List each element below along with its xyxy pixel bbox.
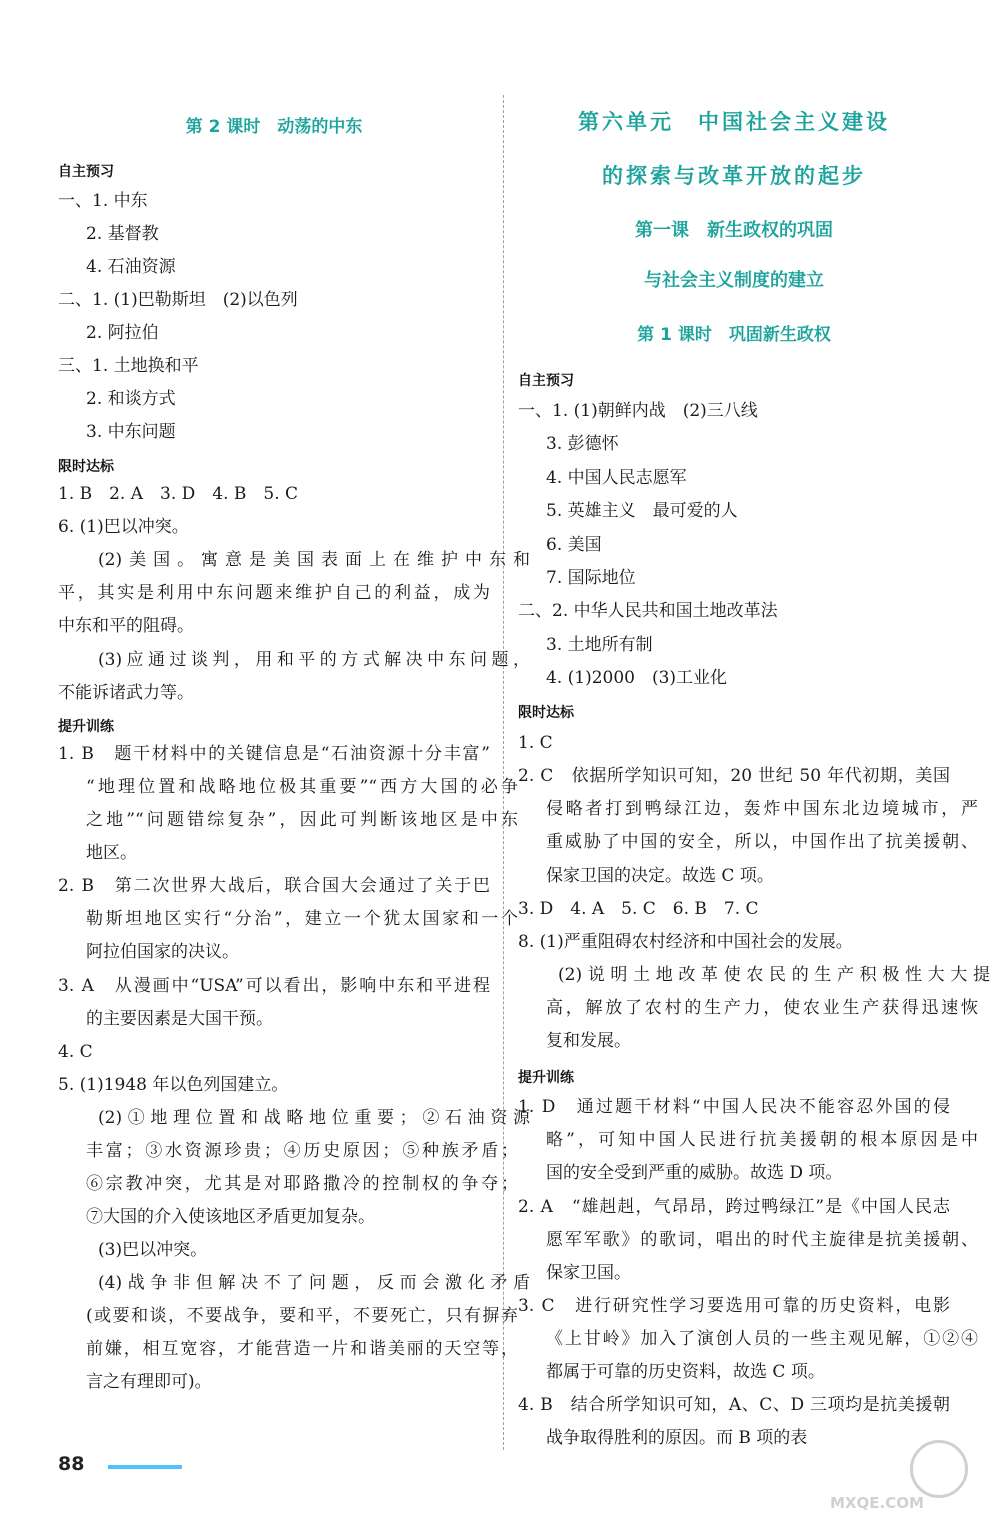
- page-number: 88: [58, 1453, 85, 1475]
- answer-line: 3. 彭德怀: [546, 434, 619, 454]
- answer-line: 3. 中东问题: [86, 422, 176, 442]
- answer-line: 侵略者打到鸭绿江边，轰炸中国东北边境城市，严: [546, 799, 978, 819]
- answer-line: 2. A “雄赳赳，气昂昂，跨过鸭绿江”是《中国人民志: [518, 1197, 950, 1217]
- section-heading-training: 提升训练: [518, 1070, 574, 1086]
- answer-line: 1. D 通过题干材料“中国人民决不能容忍外国的侵: [518, 1097, 950, 1117]
- answer-line: ⑦大国的介入使该地区矛盾更加复杂。: [86, 1207, 375, 1227]
- answer-line: 的主要因素是大国干预。: [86, 1009, 273, 1029]
- answer-line: 2. B 第二次世界大战后，联合国大会通过了关于巴: [58, 876, 490, 896]
- answer-line: 6. (1)巴以冲突。: [58, 517, 189, 537]
- answer-line: 高，解放了农村的生产力，使农业生产获得迅速恢: [546, 998, 978, 1018]
- answer-line: 不能诉诸武力等。: [58, 683, 194, 703]
- answer-line: 3. D 4. A 5. C 6. B 7. C: [518, 899, 759, 919]
- unit-title-line-1: 第六单元 中国社会主义建设: [578, 110, 890, 134]
- section-heading-training: 提升训练: [58, 719, 114, 735]
- answer-line: 7. 国际地位: [546, 568, 636, 588]
- answer-line: 略”，可知中国人民进行抗美援朝的根本原因是中: [546, 1130, 978, 1150]
- answer-line: 3. C 进行研究性学习要选用可靠的历史资料，电影: [518, 1296, 950, 1316]
- answer-line: ⑥宗教冲突，尤其是对耶路撒冷的控制权的争夺；: [86, 1174, 518, 1194]
- answer-line: 一、1. 中东: [58, 191, 148, 211]
- answer-line: (2)美国。寓意是美国表面上在维护中东和: [98, 550, 530, 570]
- answer-line: (或要和谈，不要战争，要和平，不要死亡，只有摒弃: [86, 1306, 518, 1326]
- answer-line: 《上甘岭》加入了演创人员的一些主观见解，①②④: [546, 1329, 978, 1349]
- answer-line: 一、1. (1)朝鲜内战 (2)三八线: [518, 401, 758, 421]
- page-number-bar: [108, 1465, 182, 1469]
- lesson-title-line-2: 与社会主义制度的建立: [644, 270, 824, 291]
- lesson-period-title: 第 1 课时 巩固新生政权: [637, 325, 831, 345]
- answer-line: 8. (1)严重阻碍农村经济和中国社会的发展。: [518, 932, 853, 952]
- section-heading-practice: 限时达标: [518, 705, 574, 721]
- watermark-text: MXQE.COM: [830, 1494, 924, 1512]
- answer-line: 4. 中国人民志愿军: [546, 468, 687, 488]
- section-heading-preview: 自主预习: [518, 373, 574, 389]
- answer-line: 2. 阿拉伯: [86, 323, 159, 343]
- answer-line: 地区。: [86, 843, 137, 863]
- answer-line: 前嫌，相互宽容，才能营造一片和谐美丽的天空等，: [86, 1339, 518, 1359]
- answer-line: 三、1. 土地换和平: [58, 356, 199, 376]
- answer-line: 战争取得胜利的原因。而 B 项的表: [546, 1428, 808, 1448]
- answer-line: “地理位置和战略地位极其重要”“西方大国的必争: [86, 777, 518, 797]
- answer-line: 阿拉伯国家的决议。: [86, 942, 239, 962]
- answer-line: 4. B 结合所学知识可知，A、C、D 三项均是抗美援朝: [518, 1395, 950, 1415]
- answer-line: 4. (1)2000 (3)工业化: [546, 668, 728, 688]
- answer-line: (4)战争非但解决不了问题，反而会激化矛盾: [98, 1273, 530, 1293]
- answer-line: 2. 基督教: [86, 224, 159, 244]
- answer-line: 国的安全受到严重的威胁。故选 D 项。: [546, 1163, 843, 1183]
- answer-line: (2)说明土地改革使农民的生产积极性大大提: [558, 965, 990, 985]
- section-heading-practice: 限时达标: [58, 459, 114, 475]
- answer-line: 保家卫国。: [546, 1263, 631, 1283]
- answer-line: 1. C: [518, 733, 553, 753]
- lesson-period-title: 第 2 课时 动荡的中东: [185, 117, 363, 137]
- answer-line: (2)①地理位置和战略地位重要；②石油资源: [98, 1108, 530, 1128]
- answer-line: 1. B 2. A 3. D 4. B 5. C: [58, 484, 299, 504]
- lesson-title-line-1: 第一课 新生政权的巩固: [635, 220, 833, 241]
- answer-line: 丰富；③水资源珍贵；④历史原因；⑤种族矛盾；: [86, 1141, 518, 1161]
- answer-line: 2. C 依据所学知识可知，20 世纪 50 年代初期，美国: [518, 766, 950, 786]
- answer-line: 平，其实是利用中东问题来维护自己的利益，成为: [58, 583, 490, 603]
- answer-line: 4. 石油资源: [86, 257, 176, 277]
- answer-line: 之地”“问题错综复杂”，因此可判断该地区是中东: [86, 810, 518, 830]
- unit-title-line-2: 的探索与改革开放的起步: [602, 164, 866, 188]
- answer-line: 保家卫国的决定。故选 C 项。: [546, 866, 774, 886]
- answer-line: 愿军军歌》的歌词，唱出的时代主旋律是抗美援朝、: [546, 1230, 978, 1250]
- watermark-logo: [790, 1440, 985, 1510]
- answer-line: 6. 美国: [546, 535, 602, 555]
- answer-line: 5. (1)1948 年以色列国建立。: [58, 1075, 289, 1095]
- answer-line: 4. C: [58, 1042, 93, 1062]
- watermark-circle-icon: [910, 1440, 968, 1498]
- answer-line: 复和发展。: [546, 1031, 631, 1051]
- answer-line: 3. 土地所有制: [546, 635, 653, 655]
- answer-line: 5. 英雄主义 最可爱的人: [546, 501, 738, 521]
- answer-line: 1. B 题干材料中的关键信息是“石油资源十分丰富”: [58, 744, 490, 764]
- answer-line: 二、1. (1)巴勒斯坦 (2)以色列: [58, 290, 298, 310]
- answer-line: 中东和平的阻碍。: [58, 616, 194, 636]
- answer-line: (3)巴以冲突。: [98, 1240, 208, 1260]
- answer-line: 重威胁了中国的安全，所以，中国作出了抗美援朝、: [546, 832, 978, 852]
- answer-line: (3)应通过谈判，用和平的方式解决中东问题，: [98, 650, 530, 670]
- answer-line: 二、2. 中华人民共和国土地改革法: [518, 601, 778, 621]
- section-heading-preview: 自主预习: [58, 164, 114, 180]
- answer-line: 3. A 从漫画中“USA”可以看出，影响中东和平进程: [58, 976, 490, 996]
- answer-line: 勒斯坦地区实行“分治”，建立一个犹太国家和一个: [86, 909, 518, 929]
- answer-line: 言之有理即可)。: [86, 1372, 212, 1392]
- answer-line: 都属于可靠的历史资料，故选 C 项。: [546, 1362, 825, 1382]
- answer-line: 2. 和谈方式: [86, 389, 176, 409]
